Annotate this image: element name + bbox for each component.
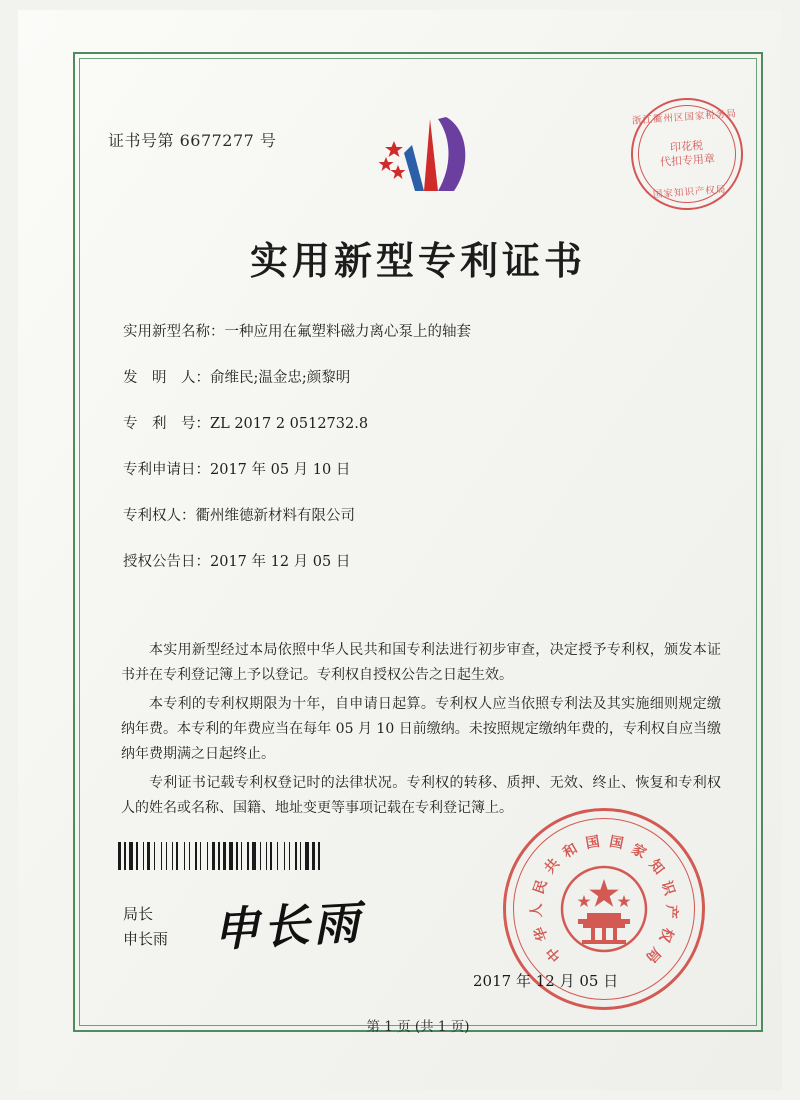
field-value: 2017 年 12 月 05 日 [210, 554, 351, 570]
field-row [123, 550, 723, 571]
seal-char: 中 [544, 943, 565, 964]
field-label: 实用新型名称： [123, 324, 225, 340]
field-row [123, 504, 723, 525]
national-emblem-icon [558, 863, 650, 955]
seal-char: 国 [608, 834, 625, 853]
fields-list [123, 320, 723, 596]
paper-sheet [18, 10, 782, 1090]
seal-char: 人 [529, 903, 546, 918]
director-block [123, 902, 168, 952]
paragraph-2: 本专利的专利权期限为十年，自申请日起算。专利权人应当依照专利法及其实施细则规定缴纳年费。本专利的年费应当在每年 05 月 10 日前缴纳。未按照规定缴纳年费的，专利权自应当缴纳年费期满之日起终止。 [121, 696, 721, 762]
seal-char: 民 [531, 878, 551, 897]
seal-char: 产 [662, 904, 679, 919]
legal-text [121, 638, 721, 825]
handwritten-signature: 申长雨 [211, 895, 365, 957]
paragraph-1: 本实用新型经过本局依照中华人民共和国专利法进行初步审查，决定授予专利权，颁发本证书并在专利登记簿上予以登记。专利权自授权公告之日起生效。 [121, 642, 721, 683]
field-value: 2017 年 05 月 10 日 [210, 462, 351, 478]
seal-char: 识 [657, 879, 677, 898]
field-value: ZL 2017 2 0512732.8 [210, 416, 369, 432]
seal-char: 华 [532, 924, 552, 943]
cnipa-logo-icon [368, 105, 498, 205]
seal-char: 共 [542, 856, 563, 877]
tax-stamp-seal [627, 94, 747, 214]
paragraph-3: 专利证书记载专利权登记时的法律状况。专利权的转移、质押、无效、终止、恢复和专利权人的姓名或名称、国籍、地址变更等事项记载在专利登记簿上。 [121, 775, 721, 816]
field-row [123, 366, 723, 387]
seal-char: 局 [642, 944, 663, 965]
field-label: 授权公告日： [123, 554, 210, 570]
barcode [118, 842, 348, 870]
field-label: 专利申请日： [123, 462, 210, 478]
issue-date: 2017 年 12 月 05 日 [473, 972, 619, 990]
field-value: 一种应用在氟塑料磁力离心泵上的轴套 [224, 324, 471, 340]
seal-char: 权 [655, 925, 676, 944]
seal-middle-text: 印花税 代扣专用章 [659, 139, 716, 169]
director-label: 局长 [123, 905, 154, 923]
seal-char: 和 [560, 841, 581, 862]
page-title: 实用新型专利证书 [249, 238, 586, 283]
field-label: 专利权人： [123, 508, 196, 524]
field-row [123, 412, 723, 433]
field-label: 专 利 号： [123, 416, 210, 432]
seal-arc-top-text: 浙江衢州区国家税务局 [631, 109, 738, 127]
field-row [123, 320, 723, 341]
field-value: 衢州维德新材料有限公司 [195, 508, 355, 524]
director-name: 申长雨 [123, 930, 169, 948]
seal-char: 家 [628, 842, 649, 863]
field-value: 俞维民;温金忠;颜黎明 [210, 370, 351, 386]
certificate-content [103, 90, 738, 1035]
certificate-number: 证书号第 6677277 号 [108, 131, 277, 150]
page-footer: 第 1 页 (共 1 页) [366, 1019, 470, 1035]
field-row [123, 458, 723, 479]
seal-char: 国 [584, 834, 601, 853]
seal-arc-bottom-text: 国家知识产权局 [652, 185, 727, 201]
seal-char: 知 [645, 857, 667, 878]
field-label: 发 明 人： [123, 370, 210, 386]
